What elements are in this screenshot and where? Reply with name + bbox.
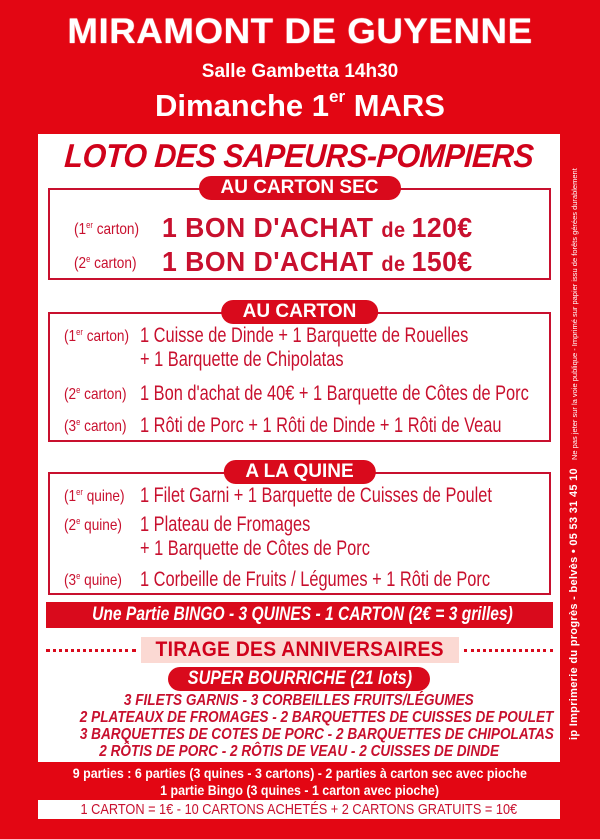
prize-value: 1 BON D'ACHAT de 150€ [162, 246, 473, 277]
prize-label: (2e carton) [74, 254, 137, 272]
dotted-rule-left [46, 649, 136, 652]
carton-sec-label: AU CARTON SEC [199, 176, 401, 200]
price-bar: 1 CARTON = 1€ - 10 CARTONS ACHETÉS + 2 CARTONS GRATUITS = 10€ [38, 800, 560, 819]
bingo-banner: Une Partie BINGO - 3 QUINES - 1 CARTON (2€ = 3 grilles) [46, 602, 553, 628]
prize-value-cont: + 1 Barquette de Chipolatas [140, 348, 344, 371]
prize-value: 1 Rôti de Porc + 1 Rôti de Dinde + 1 Rôti de Veau [140, 414, 502, 437]
event-date [0, 87, 600, 124]
lot-line: 2 PLATEAUX DE FROMAGES - 2 BARQUETTES DE CUISSES DE POULET [79, 709, 554, 726]
side-printer-text [567, 140, 581, 740]
prize-value: 1 Filet Garni + 1 Barquette de Cuisses de Poulet [140, 484, 492, 507]
date-suffix: MARS [345, 88, 445, 123]
town-title: MIRAMONT DE GUYENNE [67, 12, 533, 51]
lot-line: 3 FILETS GARNIS - 3 CORBEILLES FRUITS/LÉGUMES [124, 692, 474, 709]
venue-time: Salle Gambetta 14h30 [201, 61, 399, 82]
carton-sec-row [50, 246, 549, 278]
date-prefix: Dimanche 1 [155, 88, 330, 123]
lot-line: 3 BARQUETTES DE COTES DE PORC - 2 BARQUETTES DE CHIPOLATAS [79, 726, 554, 743]
quine-box: A LA QUINE (1er quine) 1 Filet Garni + 1 Barquette de Cuisses de Poulet (2e quine) 1 Plateau de Fromages + 1 Barquette de Côtes de Porc (3e quine) 1 Corbeille de Fruits / Légumes + 1 Rôti de Porc [48, 472, 551, 595]
content-panel [38, 134, 560, 762]
event-title: LOTO DES SAPEURS-POMPIERS [63, 137, 535, 174]
print-notice: Ne pas jeter sur la voie publique - Imprimé sur papier issu de forêts gérées durablement [570, 168, 579, 461]
prize-value: 1 Corbeille de Fruits / Légumes + 1 Rôti de Porc [140, 568, 491, 591]
prize-value: 1 Plateau de Fromages [140, 513, 311, 536]
prize-label: (1er carton) [74, 220, 140, 238]
bourriche-label: SUPER BOURRICHE (21 lots) [168, 667, 430, 691]
lot-line: 2 RÔTIS DE PORC - 2 RÔTIS DE VEAU - 2 CUISSES DE DINDE [99, 743, 499, 760]
tirage-banner: TIRAGE DES ANNIVERSAIRES [141, 637, 459, 663]
au-carton-box: AU CARTON (1er carton) 1 Cuisse de Dinde + 1 Barquette de Rouelles + 1 Barquette de Chipolatas (2e carton) 1 Bon d'achat de 40€ + 1 Barquette de Côtes de Porc (3e carton) 1 Rôti de Porc + 1 Rôti de Dinde + 1 Rôti de Veau [48, 312, 551, 442]
prize-value-cont: + 1 Barquette de Côtes de Porc [140, 537, 370, 560]
prize-value: 1 Cuisse de Dinde + 1 Barquette de Rouelles [140, 324, 469, 347]
date-sup: er [329, 87, 346, 106]
prize-value: 1 Bon d'achat de 40€ + 1 Barquette de Côtes de Porc [140, 382, 529, 405]
footer-line-2: 1 partie Bingo (3 quines - 1 carton avec pioche) [160, 783, 440, 798]
carton-sec-row [50, 212, 549, 244]
prize-value: 1 BON D'ACHAT de 120€ [162, 212, 473, 243]
footer-line-1: 9 parties : 6 parties (3 quines - 3 cartons) - 2 parties à carton sec avec pioche [72, 766, 528, 781]
printer-credit: ip Imprimerie du progrès - belvès • 05 53 31 45 10 [568, 468, 580, 740]
carton-sec-box [48, 177, 551, 280]
dotted-rule-right [464, 649, 553, 652]
tirage-section [46, 637, 553, 663]
au-carton-label: AU CARTON [221, 300, 379, 324]
quine-label: A LA QUINE [223, 460, 375, 484]
